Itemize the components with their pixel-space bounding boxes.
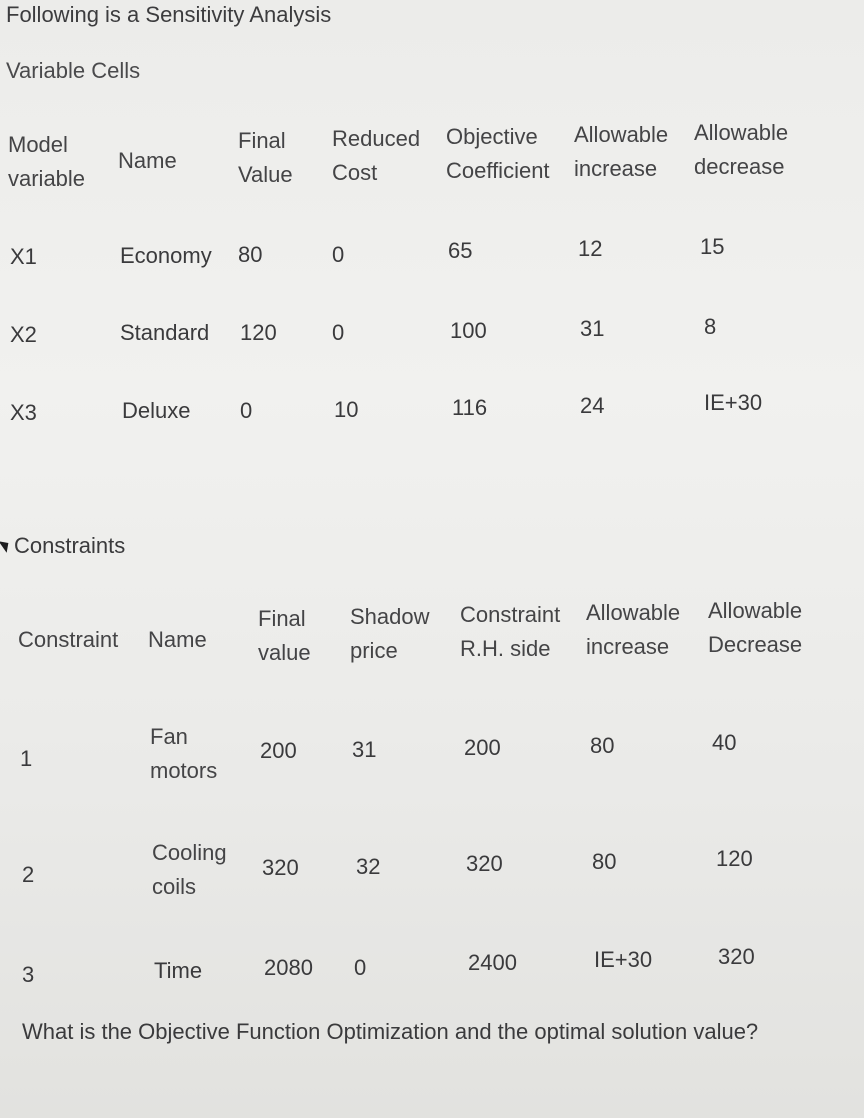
cell-objective-coefficient: 65: [448, 238, 473, 263]
header-constraint-inc-line1: Allowable: [586, 600, 681, 625]
header-model-variable-line2: variable: [8, 166, 86, 191]
header-constraint: Constraint: [18, 627, 119, 652]
header-shadow-price-line1: Shadow: [350, 604, 430, 629]
cell-allowable-decrease: 15: [700, 234, 725, 259]
header-constraint-allowable-decrease: [708, 594, 802, 662]
cell-constraint-dec: 120: [716, 846, 753, 871]
header-allowable-decrease-line1: Allowable: [694, 120, 789, 145]
cell-reduced-cost: 0: [332, 320, 345, 345]
cell-shadow-price: 0: [354, 955, 367, 980]
cell-constraint-final: 320: [262, 855, 299, 880]
cell-constraint-id: 2: [22, 862, 35, 887]
cell-name: Deluxe: [122, 398, 191, 423]
variable-cells-heading: Variable Cells: [6, 58, 141, 83]
cell-constraint-id: 1: [20, 746, 33, 771]
cell-rh-side: 200: [464, 735, 501, 760]
cell-reduced-cost: 0: [332, 242, 345, 267]
header-constraint-name: Name: [148, 627, 207, 652]
cell-allowable-increase: 12: [578, 236, 603, 261]
header-constraint-allowable-increase: [586, 596, 680, 664]
cell-rh-side: 2400: [468, 950, 517, 975]
header-constraint-final-line1: Final: [258, 606, 306, 631]
cell-shadow-price: 31: [352, 737, 377, 762]
cell-constraint-id: 3: [22, 962, 35, 987]
header-final-value-line2: Value: [238, 162, 293, 187]
page-title: Following is a Sensitivity Analysis: [6, 2, 332, 27]
cell-variable: X3: [10, 400, 37, 425]
cell-variable: X2: [10, 322, 37, 347]
cell-allowable-increase: 31: [580, 316, 605, 341]
header-allowable-decrease-line2: decrease: [694, 154, 785, 179]
header-final-value: [238, 124, 293, 192]
cell-constraint-name: Time: [154, 958, 203, 983]
header-objective-coefficient-line2: Coefficient: [446, 158, 550, 183]
cell-constraint-name-line2: coils: [152, 874, 197, 899]
cell-allowable-decrease: IE+30: [704, 390, 763, 415]
header-reduced-cost-line2: Cost: [332, 160, 378, 185]
header-model-variable-line1: Model: [8, 132, 68, 157]
header-objective-coefficient: [446, 120, 550, 188]
header-rh-side-line1: Constraint: [460, 602, 561, 627]
header-shadow-price-line2: price: [350, 638, 398, 663]
header-name: Name: [118, 148, 177, 173]
cell-allowable-increase: 24: [580, 393, 605, 418]
header-allowable-decrease: [694, 116, 788, 184]
header-constraint-dec-line1: Allowable: [708, 598, 803, 623]
header-allowable-increase-line1: Allowable: [574, 122, 669, 147]
constraints-heading: Constraints: [14, 533, 126, 558]
header-final-value-line1: Final: [238, 128, 286, 153]
header-reduced-cost-line1: Reduced: [332, 126, 421, 151]
header-rh-side-line2: R.H. side: [460, 636, 551, 661]
cell-objective-coefficient: 116: [452, 395, 488, 420]
cell-constraint-final: 200: [260, 738, 297, 763]
cell-name: Economy: [120, 243, 212, 268]
cell-constraint-name-line1: Fan: [150, 724, 188, 749]
cell-name: Standard: [120, 320, 210, 345]
header-allowable-increase: [574, 118, 668, 186]
header-constraint-dec-line2: Decrease: [708, 632, 803, 657]
cell-rh-side: 320: [466, 851, 503, 876]
header-constraint-final-line2: value: [258, 640, 311, 665]
cell-constraint-final: 2080: [264, 955, 313, 980]
cell-constraint-name: [152, 836, 227, 904]
header-rh-side: [460, 598, 560, 666]
cell-final-value: 120: [240, 320, 277, 345]
cell-constraint-inc: IE+30: [594, 947, 653, 972]
header-objective-coefficient-line1: Objective: [446, 124, 538, 149]
cell-constraint-name-line2: motors: [150, 758, 218, 783]
cell-allowable-decrease: 8: [704, 314, 717, 339]
cell-objective-coefficient: 100: [450, 318, 487, 343]
cell-reduced-cost: 10: [334, 397, 359, 422]
cell-final-value: 0: [240, 398, 253, 423]
cell-variable: X1: [10, 244, 37, 269]
question-text: What is the Objective Function Optimization and the optimal solution value?: [22, 1019, 759, 1044]
header-constraint-inc-line2: increase: [586, 634, 670, 659]
cell-constraint-dec: 40: [712, 730, 737, 755]
cell-constraint-inc: 80: [590, 733, 615, 758]
mouse-cursor-icon: [0, 537, 12, 552]
header-reduced-cost: [332, 122, 420, 190]
header-shadow-price: [350, 600, 430, 668]
cell-shadow-price: 32: [356, 854, 381, 879]
cell-constraint-name: [150, 720, 217, 788]
header-model-variable: [8, 128, 85, 196]
cell-constraint-inc: 80: [592, 849, 617, 874]
header-constraint-final-value: [258, 602, 311, 670]
cell-constraint-name-line1: Cooling: [152, 840, 227, 865]
cell-constraint-dec: 320: [718, 944, 755, 969]
cell-final-value: 80: [238, 242, 263, 267]
header-allowable-increase-line2: increase: [574, 156, 658, 181]
